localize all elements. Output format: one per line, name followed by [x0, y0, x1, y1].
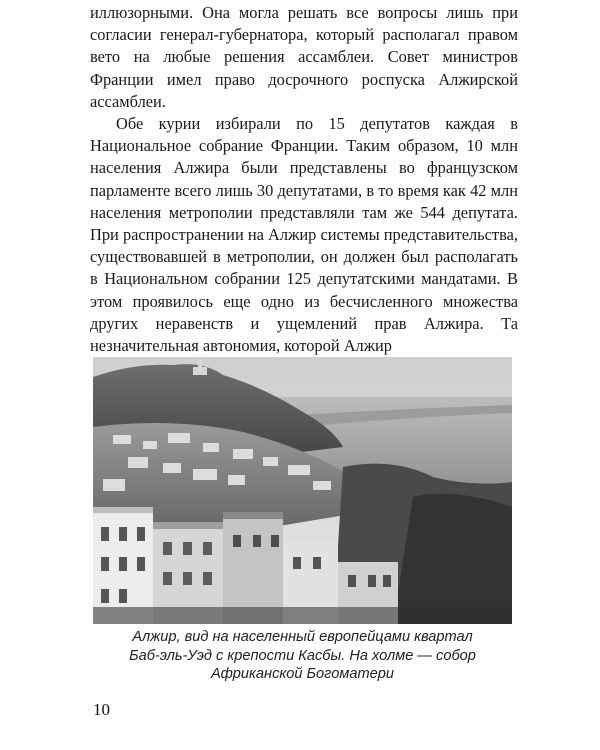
- page-number: 10: [93, 700, 110, 719]
- photo-algiers-bab-el-oued: [93, 357, 512, 624]
- caption-line-2: Баб-эль-Уэд с крепости Касбы. На холме — собор: [129, 647, 476, 664]
- paragraph-2: Обе курии избирали по 15 депутатов каждая в Национальное собрание Франции. Таким образом, 10 млн населения Алжира были представлены во французском парламенте всего лишь 30 депутатами, в то время как 42 млн населения метрополии представляли там же 544 депутата. При распространении на Алжир системы представительства, существовавшей в метрополии, он должен был располагать в Национальном собрании 125 депутатскими мандатами. В этом проявилось еще одно из бесчисленного множества других неравенств и ущемлений прав Алжира. Та незначительная автономия, которой Алжир: [90, 114, 518, 356]
- paragraph-1: иллюзорными. Она могла решать все вопросы лишь при согласии генерал-губернатора, который располагал правом вето на любые решения ассамблеи. Совет министров Франции имел право досрочного роспуска Алжирской ассамблеи.: [90, 3, 518, 111]
- caption-line-1: Алжир, вид на населенный европейцами квартал: [132, 629, 473, 645]
- caption-line-3: Африканской Богоматери: [211, 666, 394, 682]
- trees-foreground: [393, 494, 512, 624]
- photo-illustration: [93, 357, 512, 624]
- photo-caption: [93, 628, 512, 684]
- body-text: [90, 2, 518, 357]
